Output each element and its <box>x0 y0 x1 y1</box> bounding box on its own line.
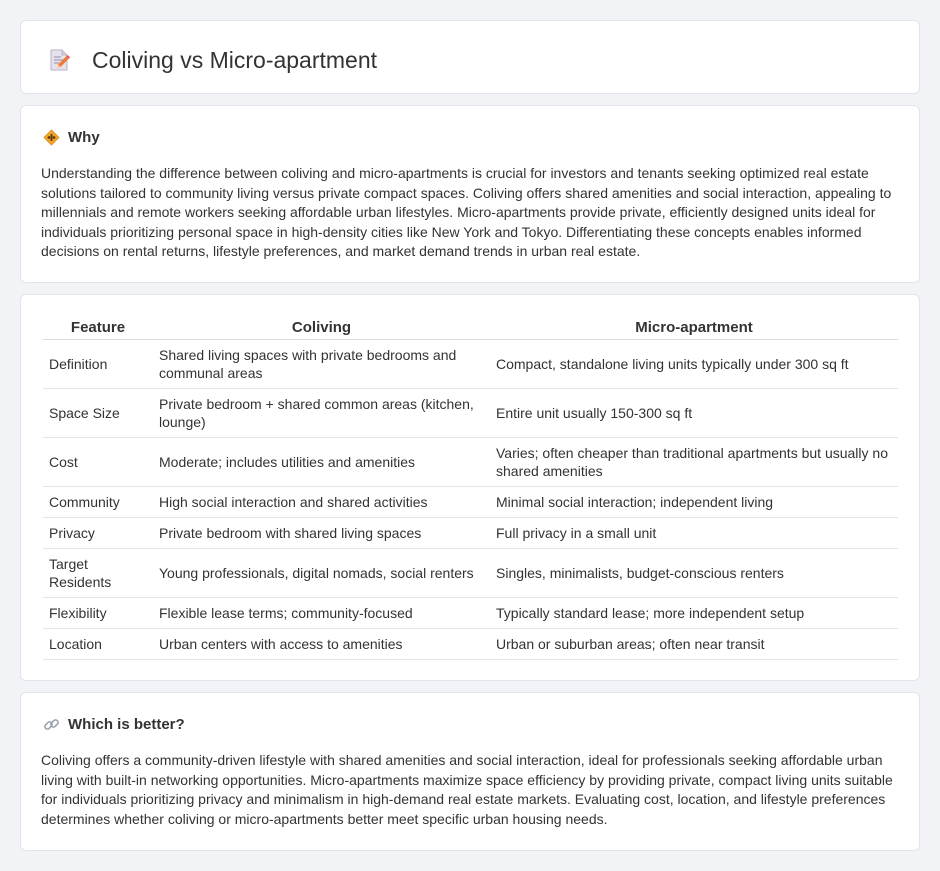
why-title: Why <box>68 128 100 146</box>
micro-apartment-cell: Compact, standalone living units typically under 300 sq ft <box>490 340 898 389</box>
why-heading <box>43 127 100 147</box>
coliving-cell: Shared living spaces with private bedrooms and communal areas <box>153 340 490 389</box>
why-section <box>20 105 920 283</box>
better-title: Which is better? <box>68 715 185 733</box>
micro-apartment-cell: Varies; often cheaper than traditional apartments but usually no shared amenities <box>490 438 898 487</box>
diamond-sign-icon <box>43 129 60 146</box>
table-row <box>43 438 898 487</box>
feature-cell: Definition <box>43 340 153 389</box>
table-row <box>43 487 898 518</box>
table-header-row <box>43 315 898 340</box>
link-icon <box>43 716 60 733</box>
feature-cell: Target Residents <box>43 549 153 598</box>
coliving-cell: Moderate; includes utilities and amenities <box>153 438 490 487</box>
coliving-cell: Urban centers with access to amenities <box>153 629 490 660</box>
table-row <box>43 598 898 629</box>
feature-cell: Cost <box>43 438 153 487</box>
table-row <box>43 629 898 660</box>
column-header-feature: Feature <box>43 315 153 340</box>
comparison-section <box>20 294 920 681</box>
better-heading <box>43 714 185 734</box>
coliving-cell: Flexible lease terms; community-focused <box>153 598 490 629</box>
title-row <box>46 46 377 74</box>
why-text: Understanding the difference between coliving and micro-apartments is crucial for investors and tenants seeking optimized real estate solutions tailored to community living versus private compact spaces. Coliving offers shared amenities and social interaction, appealing to millennials and remote workers seeking affordable urban lifestyles. Micro-apartments provide private, efficiently designed units ideal for individuals prioritizing personal space in high-density cities like New York and Tokyo. Differentiating these concepts enables informed decisions on rental returns, lifestyle preferences, and market demand trends in urban real estate. <box>41 165 892 260</box>
comparison-table <box>43 315 898 660</box>
document-edit-icon <box>46 47 72 73</box>
feature-cell: Space Size <box>43 389 153 438</box>
table-row <box>43 389 898 438</box>
page-title: Coliving vs Micro-apartment <box>92 46 378 73</box>
micro-apartment-cell: Singles, minimalists, budget-conscious renters <box>490 549 898 598</box>
micro-apartment-cell: Entire unit usually 150-300 sq ft <box>490 389 898 438</box>
micro-apartment-cell: Typically standard lease; more independent setup <box>490 598 898 629</box>
coliving-cell: High social interaction and shared activities <box>153 487 490 518</box>
column-header-coliving: Coliving <box>153 315 490 340</box>
which-is-better-section <box>20 692 920 851</box>
coliving-cell: Private bedroom + shared common areas (kitchen, lounge) <box>153 389 490 438</box>
title-card <box>20 20 920 94</box>
table-row <box>43 518 898 549</box>
better-text: Coliving offers a community-driven lifestyle with shared amenities and social interaction, ideal for professionals seeking affordable urban living with built-in networking opportunities. Micro-apartments maximize space efficiency by providing private, compact living units suitable for individuals prioritizing privacy and minimalism in high-demand real estate markets. Evaluating cost, location, and lifestyle preferences determines whether coliving or micro-apartments better meet specific urban housing needs. <box>41 752 893 827</box>
feature-cell: Flexibility <box>43 598 153 629</box>
micro-apartment-cell: Full privacy in a small unit <box>490 518 898 549</box>
table-row <box>43 549 898 598</box>
micro-apartment-cell: Urban or suburban areas; often near transit <box>490 629 898 660</box>
feature-cell: Privacy <box>43 518 153 549</box>
coliving-cell: Young professionals, digital nomads, social renters <box>153 549 490 598</box>
feature-cell: Community <box>43 487 153 518</box>
micro-apartment-cell: Minimal social interaction; independent living <box>490 487 898 518</box>
table-row <box>43 340 898 389</box>
column-header-micro-apartment: Micro-apartment <box>490 315 898 340</box>
feature-cell: Location <box>43 629 153 660</box>
coliving-cell: Private bedroom with shared living spaces <box>153 518 490 549</box>
